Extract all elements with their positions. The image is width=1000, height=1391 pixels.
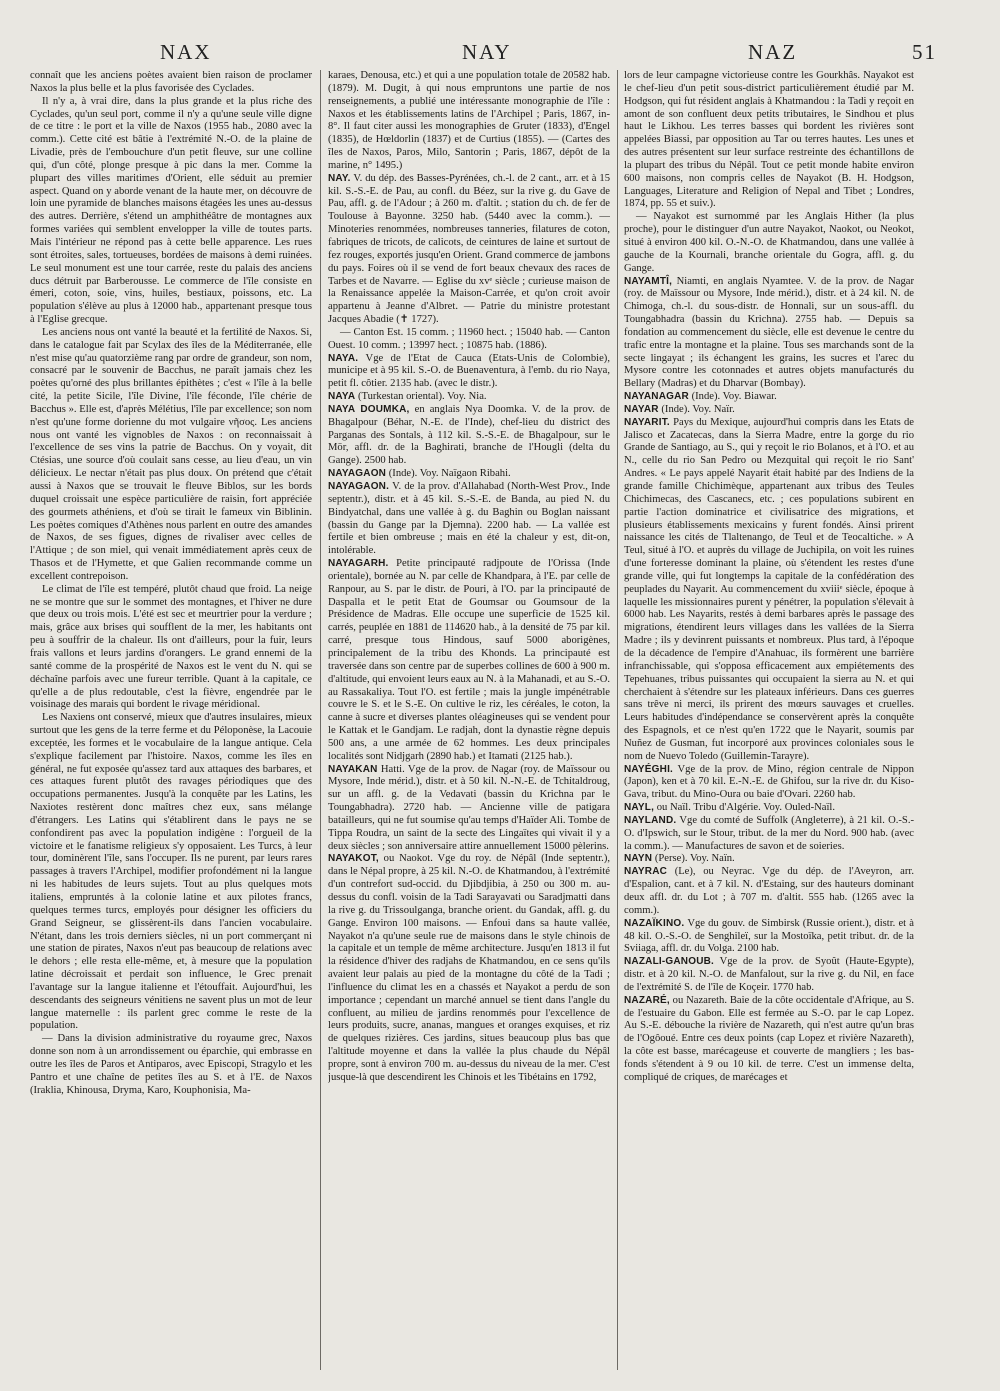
entry-text: Petite principauté radjpoute de l'Orissa (Inde orientale), bornée au N. par celle de Khandpara, à l'E. par celle de Ranpour, au S. par le distr. de Pouri, à l'O. par la principauté de Daspalla et le petit Etat de Goumsar ou Goumsour de la Présidence de Madras. Elle occupe une superficie de 1525 kil. carrés, peuplée en 1881 de 114620 hab., à la densité de 75 par kil. carré, presque tous Hindous, sauf 5000 aborigènes, principalement de la tribu des Khonds. La principauté est traversée dans son centre par de superbes collines de 600 à 900 m. d'altitude, qui envoient leurs eaux au N. à la Mahanadi, et au S.-O. au Rassakaliya. Tout l'O. est fertile ; mais la jungle impénétrable couvre le S. et le S.-E. On cultive le riz, les céréales, le coton, la canne à sucre et diverses plantes oléagineuses qui se vendent pour le Kattak et le Gandjam. Le radjah, dont la dynastie règne depuis 500 ans, a une armée de 62 hommes. Les deux principales localités sont Nidjgarh (2890 hab.) et Itamati (2125 hab.). [328,558,610,762]
dictionary-entry [328,468,610,481]
entry-text: Hatti. Vge de la prov. de Nagar (roy. de Maïssour ou Mysore, Inde mérid.), distr. et à 50 kil. N.-N.-E. de Tchitaldroug, sur un affl. g. de la Vedavati (bassin du Krichna par le Toungabhadra). 2720 hab. — Ancienne ville de patigara batailleurs, qui ne fut soumise qu'au temps d'Haïder Ali. Tombe de Tippa Roudra, un saint de la secte des Lingaïtes qui vivait il y a deux siècles ; son anniversaire attire annuellement 15000 pèlerins. [328,763,610,852]
paragraph [328,327,610,353]
entry-text: ou Naokot. Vge du roy. de Népâl (Inde septentr.), dans le Népal propre, à 25 kil. N.-O. de Khatmandou, à l'extrémité d'un contrefort sud-occid. du Djibdjibia, à 250 ou 300 m. au-dessus du confl. voisin de la Tadi Sarayavati ou Saradjmatti dans la rive g. du Trissoulganga, branche orient. du Gandak, affl. g. du Gange. Environ 100 maisons. — Enfoui dans sa haute vallée, Nayakot n'a qu'une seule rue de maisons dans le style chinois de la capitale et un temple de même architecture. Jusqu'en 1813 il fut la résidence d'hiver des radjahs de Khatmandou, en ce sens qu'ils avaient leur palais au pied de la montagne du côté de la Tadi ; l'influence du climat les en a chassés et Nayakot a perdu de son importance ; cependant un marché annuel se tient dans l'angle du confluent, au milieu de jardins renommés pour l'excellence de leurs produits, sucre, ananas, mangues et oranges exquises, et riz de quelques rizières. Ces jardins, situes beaucoup plus bas que l'altitude moyenne et dans la vallée la plus chaude du Népâl propre, sont à environ 700 m. au-dessus du niveau de la mer. C'est jusque-là que descendirent les Chinois et les Tibétains en 1792, [328,853,610,1083]
entry-headword: NAZAÏKINO. [624,917,685,929]
entry-text: — Canton Est. 15 comm. ; 11960 hect. ; 15040 hab. — Canton Ouest. 10 comm. ; 13997 hect. ; 10875 hab. (1886). [328,326,610,351]
paragraph [30,584,312,712]
column-rule [617,70,618,1370]
column-rule [320,70,321,1370]
running-head-right: NAZ [748,40,798,64]
entry-headword: NAYAGAON. [328,481,390,492]
paragraph [328,70,610,173]
entry-headword: NAY. [328,172,351,184]
entry-text: V. de la prov. d'Allahabad (North-West Prov., Inde septentr.), distr. et à 45 kil. S.-S.-E. de Banda, au pied N. du Bindyatchal, dans une vallée à g. du Baghin ou Boglan naissant (bassin du Gange par la Djemna). 2200 hab. — La vallée est fertile et bien ombreuse ; mais en été la chaleur y est, dit-on, intolérable. [328,481,610,557]
dictionary-entry [328,173,610,327]
dictionary-entry [624,866,914,917]
entry-text: Il n'y a, à vrai dire, dans la plus grande et la plus riche des Cyclades, qu'un seul port, comme il n'y a qu'une seule ville digne de ce titre : le port et la ville de Naxos (1955 hab., 2080 avec la comm.). Cette cité est bâtie à l'extrémité N.-O. de la plaine de Livadie, près de l'embouchure d'un petit fleuve, sur une colline qui, d'un côté, plonge presque à pic dans la mer. Comme la plupart des villes maritimes d'Orient, elle séduit au premier aspect. Quand on y aborde venant de la haute mer, on découvre de loin une pyramide de blanches maisons étagées les unes au-dessus des autres. Derrière, s'étend un amphithéâtre de montagnes aux formes variées qui semblent envelopper la ville de toutes parts. Mais l'intérieur ne répond pas à cette belle apparence. Les rues sont étroites, sales, tortueuses, bordées de maisons à demi ruinées. Le seul monument est une tour carrée, reste du palais des anciens ducs détruit par Barberousse. Le commerce de l'île consiste en émeri, coton, soie, vins, huiles, bestiaux, poissons, etc. La population s'élève au plus à 12000 hab., appartenant presque tous à l'Eglise grecque. [30,95,312,326]
entry-text: ou Naïl. Tribu d'Algérie. Voy. Ouled-Naïl. [654,802,836,814]
dictionary-entry [624,764,914,803]
dictionary-entry [624,802,914,815]
running-head-center: NAY [462,40,512,64]
entry-text: — Nayakot est surnommé par les Anglais Hither (la plus proche), pour le distinguer d'un autre Nayakot, Naokot, ou Neokot, situé à environ 400 kil. O.-N.-O. de Khatmandou, dans une vallée à gauche de la Kournali, branche orientale du Gogra, affl. g. du Gange. [624,211,914,274]
entry-text: Le climat de l'île est tempéré, plutôt chaud que froid. La neige ne se montre que sur le sommet des montagnes, et l'hiver ne dure que deux ou trois mois. L'été est sec et meurtrier pour la verdure ; mais, grâce aux brises qui soufflent de la mer, les habitants ont peu à souffrir de la chaleur. Ils ont d'ailleurs, pour la fuir, leurs frais vallons et leurs jardins d'orangers. Le grand ennemi de la santé comme de la prospérité de Naxos est le vent du N. qui se déchaîne parfois avec une fureur terrible. Quant à la capitale, ce qu'elle a de plus redoutable, c'est la fièvre, engendrée par le voisinage des marais qui bordent le rivage méridional. [30,583,312,711]
paragraph [624,70,914,211]
dictionary-entry [328,853,610,1084]
running-head-left: NAX [160,40,212,64]
paragraph [30,712,312,1033]
dictionary-entry [328,391,610,404]
dictionary-entry [328,404,610,468]
entry-headword: NAYRAC [624,866,668,878]
entry-headword: NAYAKAN [328,763,378,775]
entry-text: Les Naxiens ont conservé, mieux que d'autres insulaires, mieux surtout que les gens de la terre ferme et du Péloponèse, la Lacouie exceptée, les formes et le vocabulaire de la langue antique. Cela s'explique facilement par l'histoire. Naxos, comme les îles en général, ne fut exposée qu'assez tard aux attaques des barbares, et ces attaques furent plutôt des ravages périodiques que des occupations permanentes. Jusqu'à la conquête par les Latins, les Naxiotes restèrent donc maîtres chez eux, sans mélange d'étrangers. Les Latins qui s'établirent dans le pays ne se confondirent pas avec la population indigène : l'orgueil de la victoire et le fanatisme religieux s'y opposaient. Les Turcs, à leur tour, dominèrent l'île, sans l'occuper. Ils ne purent, par leurs rares passages à travers l'Archipel, modifier profondément ni la langue ni les habitudes de leurs sujets. Tout au plus quelques mots italiens, empruntés à la colonie latine et aux pilotes francs, quelques termes turcs, employés pour désigner les officiers du Grand Seigneur, se glissèrent-ils dans l'ancien vocabulaire. N'étant, dans les trois derniers siècles, ni un port commerçant ni une station de pirates, Naxos n'eut pas beaucoup de relations avec le dehors ; elle resta elle-même, et, à mesure que la population latine décroissait et perdait son influence, le Grec prenait l'avantage sur la langue italienne et l'étouffait. Aujourd'hui, les descendants des seigneurs vénitiens ne savent plus un mot de leur langue maternelle : ils parlent grec comme le reste de la population. [30,712,312,1032]
entry-text: (Le), ou Neyrac. Vge du dép. de l'Aveyron, arr. d'Espalion, cant. et à 7 kil. N. d'Estaing, sur des hauteurs dominant deux affl. dr. du Lot ; à 707 m. d'altit. 555 hab. (1265 avec la comm.). [624,866,914,916]
entry-headword: NAYÉGHI. [624,763,674,775]
dictionary-entry [328,353,610,392]
paragraph [30,1033,312,1097]
entry-text: — Dans la division administrative du royaume grec, Naxos donne son nom à un arrondissement ou éparchie, qui embrasse en outre les îles de Paros et Antiparos, avec Episcopi, Stragylo et les Pantro et une chaîne de petites îles au S. et à l'E. de Naxos (Iraklia, Khinousa, Dryma, Karo, Kouphonisia, Ma- [30,1033,312,1096]
entry-headword: NAYAKOT, [328,853,379,865]
entry-headword: NAYA [328,391,356,403]
dictionary-entry [624,815,914,854]
entry-text: V. du dép. des Basses-Pyrénées, ch.-l. de 2 cant., arr. et à 15 kil. S.-S.-E. de Pau, au confl. du Béez, sur la rive g. du Gave de Pau, affl. g. de l'Adour ; à 260 m. d'altit. ; station du ch. de fer de Toulouse à Bayonne. 3250 hab. (5440 avec la comm.). — Minoteries renommées, nombreuses tanneries, filatures de coton, fabriques de tricots, de calicots, de ceintures de laine et surtout de fez rouges, exportés jusqu'en Orient. Grand commerce de jambons du pays. Foires où il se vend de fort beaux chevaux des races de Tarbes et de Navarre. — Eglise du xvᵉ siècle ; curieuse maison de la Renaissance appelée la Maison-Carrée, et qu'on croit avoir appartenu à Jeanne d'Albret. — Patrie du ministre protestant Jacques Abadie (✝ 1727). [328,172,610,326]
entry-headword: NAYANAGAR [624,391,689,403]
entry-text: Vge de la prov. de Mino, région centrale de Nippon (Japon), ken et à 70 kil. E.-N.-E. de Ghifou, sur la rive dr. du Kiso-Gava, tribut. du Mino-Oura ou baie d'Ovari. 2260 hab. [624,763,914,801]
entry-text: Vge du comté de Suffolk (Angleterre), à 21 kil. O.-S.-O. d'Ipswich, sur le Stour, tribut. de la mer du Nord. 900 hab. (avec la comm.). — Manufactures de savon et de soieries. [624,814,914,852]
dictionary-entry [624,918,914,957]
entry-headword: NAYL, [624,802,655,814]
paragraph [30,96,312,327]
entry-text: (Perse). Voy. Naïn. [652,853,735,865]
entry-text: Vge du gouv. de Simbirsk (Russie orient.), distr. et à 48 kil. O.-S.-O. de Senghileï, sur la Mostoïka, petit tribut. dr. de la Sviiaga, affl. dr. du Volga. 2100 hab. [624,917,914,955]
dictionary-entry [624,995,914,1085]
entry-text: (Inde). Voy. Biawar. [688,391,777,403]
entry-headword: NAYAGARH. [328,558,389,570]
entry-headword: NAYA. [328,352,359,364]
entry-headword: NAZARÉ, [624,994,670,1006]
entry-text: en anglais Nya Doomka. V. de la prov. de Bhagalpour (Béhar, N.-E. de l'Inde), chef-lieu du district des Parganas des Sontals, à 112 kil. S.-S.-E. de Bhagalpour, sur le Mör, affl. dr. de la Baghirati, branche de l'Hougli (delta du Gange). 2500 hab. [328,403,610,467]
entry-text: (Inde). Voy. Naïgaon Ribahi. [386,468,511,480]
paragraph [30,327,312,584]
entry-text: Pays du Mexique, aujourd'hui compris dans les Etats de Jalisco et Zacatecas, dans la Sierra Madre, entre la gorge du rio Grande de Santiago, au S., qui y reçoit le rio Bolanos, et à l'O. et au N., celle du rio San Pedro ou Mezquital qui reçoit le rio Sant' Andres. « Le pays appelé Nayarit était habité par des Indiens de la grande famille Chichimèque, appartenant aux tribus des Teules Chichimecas, des Cascanecs, etc. ; ces populations subirent en partie l'action dominatrice et civilisatrice des migrations, et plusieurs établissements mexicains y furent fondés. Ainsi prirent naissance les cités de Tlaltenango, de Teul et de Teocaltiche. » A Teul, situé à l'O. et auprès du village de Juchipila, on voit les ruines d'une forteresse dominant la plaine, où s'étendent les restes d'une grande ville, qui fut longtemps la capitale de la confédération des peuplades du Nayarit. Au commencement du xviiiᵉ siècle, époque à laquelle les missionnaires purent y pénétrer, la population s'élevait à 6000 hab. Les Nayarits, restés à demi barbares après le passage des migrations, étendirent leurs villages dans les vallées de la Sierra Madre ; ils y devinrent puissants et nombreux. Plus tard, à l'époque de la décadence de l'empire d'Anahuac, ils formèrent une barrière infranchissable, qui s'opposa efficacement aux empiétements des Tepehuanes, tribus puissantes qui occupaient la sierra au N. et qui cherchaient à s'étendre sur les plateaux inférieurs. Dans ces guerres sans trêve ni merci, ils prirent des mœurs sauvages et cruelles. Leurs habitudes d'indépendance se conservèrent après la conquête des Espagnols, et ce n'est qu'en 1722 que le Nayarit, soumis par Nuñez de Gusman, fut incorporé aux provinces coloniales sous le nom de Nuevo Toledo (Guillemin-Tarayre). [624,416,914,762]
dictionary-entry [624,417,914,764]
dictionary-entry [624,276,914,392]
dictionary-entry [624,853,914,866]
entry-text: Niamti, en anglais Nyamtee. V. de la prov. de Nagar (roy. de Maïssour ou Mysore, Inde mérid.), distr. et à 24 kil. N. de Chimoga, ch.-l. du sous-distr. de Honnali, sur un sous-affl. du Toungabhadra (bassin du Krichna). 2755 hab. — Depuis sa fondation au commencement du siècle, elle est devenue le centre du trafic entre la montagne et la plaine. Tous ses marchands sont de la secte lingayat ; ils échangent les grains, les sucres et l'arec du Mysore contre les cotonnades et autres objets manufacturés du Bellary (Madras) et du Dharvar (Bombay). [624,275,914,390]
page-number: 51 [912,40,937,64]
entry-headword: NAYA DOUMKA, [328,403,410,415]
text-column-1 [30,70,312,1370]
entry-headword: NAZALI-GANOUB. [624,956,715,968]
dictionary-entry [328,764,610,854]
entry-text: lors de leur campagne victorieuse contre les Gourkhâs. Nayakot est le chef-lieu d'un petit sous-district particulièrement étudié par M. Hodgson, qui fut résident anglais à Khatmandou : la Tadi y reçoit en amont de son confluent deux petits tributaires, le Sindhou et plus haut le Likhou. Les terres basses qui bordent les rivières sont appelées Biassi, par opposition au Tar ou terres hautes. Les unes et des autres présentent sur leur surface restreinte des échantillons de la plupart des tribus du Népâl. Tout ce petit monde habite environ 600 maisons, non compris celles de Nayakot (B. H. Hodgson, Languages, Literature and Religion of Nepal and Tibet ; Londres, 1874, pp. 55 et suiv.). [624,70,914,210]
entry-headword: NAYAGAON [328,468,387,480]
paragraph [624,211,914,275]
entry-text: (Inde). Voy. Naïr. [658,403,735,415]
dictionary-entry [624,391,914,404]
entry-text: Les anciens nous ont vanté la beauté et la fertilité de Naxos. Si, dans le catalogue fait par Scylax des îles de la Méditerranée, elle n'est mise qu'au quatorzième rang par ordre de grandeur, son nom, consacré par le souvenir de Bacchus, ne paraît jamais chez les poètes qu'orné des plus brillantes épithètes ; c'est « l'île à la belle cité, la petite Sicile, l'île Divine, l'île féconde, l'île chérie de Bacchus ». Elle est, d'après Mélétius, l'île par excellence; son nom n'est qu'une forme dorienne du mot vulgaire νῆσος. Les anciens nous ont vanté les vignobles de Naxos : on reconnaissait à l'excellence de ses vins la patrie de Bacchus. On y voyait, dit Ctésias, une source d'où coulait sans cesse, au lieu d'eau, un vin délicieux. Le nectar n'était pas plus doux. On prétend que c'était aussi à Naxos que se trouvait le fleuve Biblos, sur les bords duquel croissait une espèce particulière de raisin, fort appréciée des gourmets athéniens, et d'où se tirait le fameux vin Biblinin. Les poètes comiques d'Athènes nous parlent en outre des amandes de Naxos, de ses figues, dignes de rivaliser avec celles de l'Attique ; de son miel, qui venait immédiatement après ceux de Thasos et de l'Hymette, et que Galien recommande comme un excellent contrepoison. [30,326,312,582]
entry-headword: NAYN [624,853,653,865]
entry-text: Vge de la prov. de Syoût (Haute-Egypte), distr. et à 20 kil. N.-O. de Manfalout, sur la rive g. du Nil, en face de l'extrémité S. de l'île de Koçeir. 1770 hab. [624,956,914,993]
entry-text: ou Nazareth. Baie de la côte occidentale d'Afrique, au S. de l'estuaire du Gabon. Elle est fermée au S.-O. par le cap Lopez. Au S.-E. débouche la rivière de Nazareth, qui n'est autre qu'un bras de l'Ogôoué. Entre ces deux points (cap Lopez et rivière Nazareth), la côte est basse, marécageuse et couverte de mangliers ; les bas-fonds s'étendent à 9 ou 10 kil. de terre. C'est un immense delta, compliqué de criques, de marécages et [624,994,914,1083]
entry-headword: NAYAR [624,403,659,415]
dictionary-entry [328,481,610,558]
entry-text: (Turkestan oriental). Voy. Nia. [355,391,487,403]
entry-headword: NAYAMTÎ, [624,275,673,287]
paragraph [30,70,312,96]
entry-text: Vge de l'Etat de Cauca (Etats-Unis de Colombie), municipe et à 95 kil. S.-O. de Buenaventura, à l'emb. du rio Naya, petit fl. côtier. 2135 hab. (avec le distr.). [328,352,610,390]
dictionary-entry [624,956,914,995]
entry-text: connaît que les anciens poètes avaient bien raison de proclamer Naxos la plus belle et la plus favorisée des Cyclades. [30,70,312,94]
entry-headword: NAYARIT. [624,416,670,428]
dictionary-entry [328,558,610,764]
entry-text: karaes, Denousa, etc.) et qui a une population totale de 20582 hab. (1879). M. Dugit, à qui nous empruntons une partie de nos renseignements, a publié une intéressante monographie de l'île : Naxos et les établissements latins de l'Archipel ; Paris, 1867, in-8°. Il faut citer aussi les monographies de Gruter (1833), d'Engel (1835), de Hœldorlin (1837) et de Curtius (1855). — (Cartes des îles de Naxos, Paros, Milo, Santorin ; Paris, 1867, dépôt de la marine, n° 1495.) [328,70,610,171]
dictionary-entry [624,404,914,417]
text-column-2 [328,70,610,1370]
entry-headword: NAYLAND. [624,814,677,826]
text-column-3 [624,70,914,1370]
